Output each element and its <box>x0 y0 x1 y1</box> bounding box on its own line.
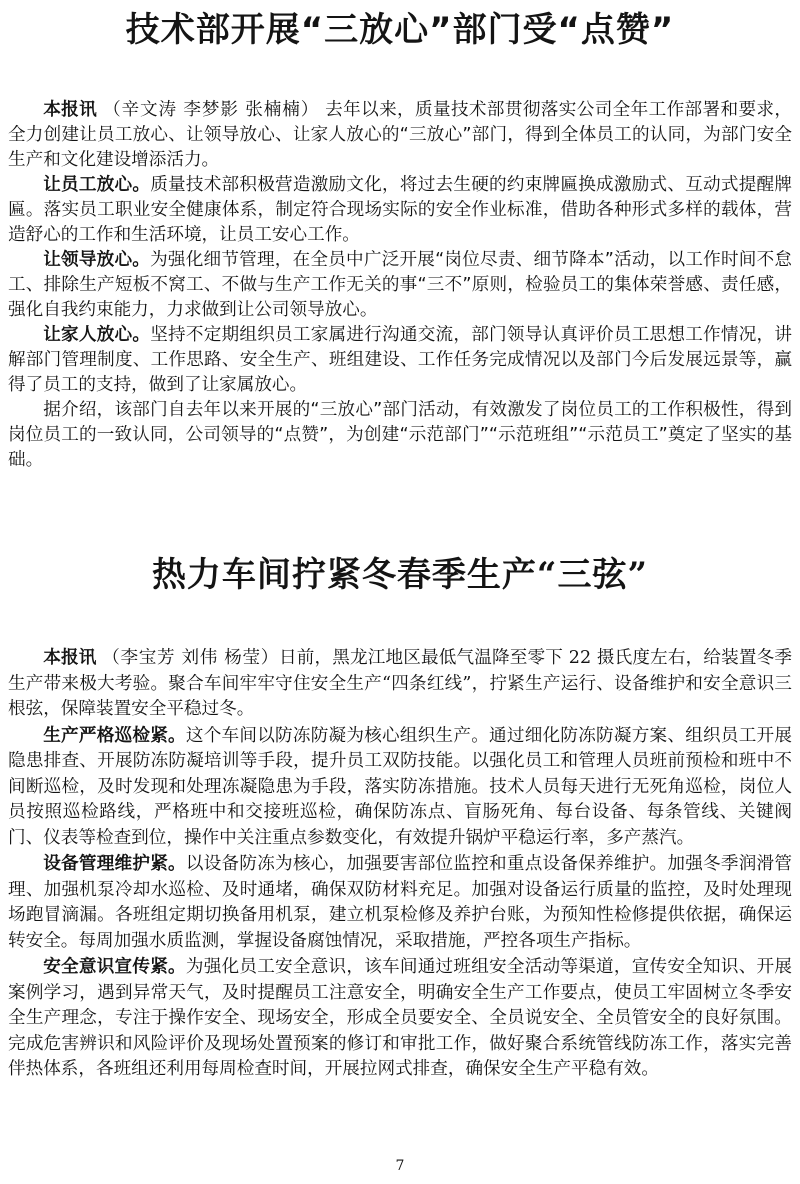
section-lead: 让家人放心。 <box>43 325 151 345</box>
author-names: （李宝芳 刘伟 杨莹） <box>102 648 279 668</box>
article-body <box>8 98 792 473</box>
section-paragraph <box>8 173 792 248</box>
section-paragraph <box>8 851 792 954</box>
article-body <box>8 645 792 1083</box>
article-title: 热力车间拧紧冬春季生产“三弦” <box>151 555 649 595</box>
section-text: 为强化细节管理，在全员中广泛开展“岗位尽责、细节降本”活动，以工作时间不怠工、排除生产短板不窝工、不做与生产工作无关的事“三不”原则，检验员工的集体荣誉感、责任感，强化自我约束能力，力求做到让公司领导放心。 <box>8 250 792 320</box>
page-number: 7 <box>395 1158 405 1174</box>
closing-paragraph: 据介绍，该部门自去年以来开展的“三放心”部门活动，有效激发了岗位员工的工作积极性，得到岗位员工的一致认同，公司领导的“点赞”，为创建“示范部门”“示范班组”“示范员工”奠定了坚实的基础。 <box>8 400 792 470</box>
section-text: 坚持不定期组织员工家属进行沟通交流，部门领导认真评价员工思想工作情况，讲解部门管理制度、工作思路、安全生产、班组建设、工作任务完成情况以及部门今后发展远景等，赢得了员工的支持，做到了让家属放心。 <box>8 325 792 395</box>
section-text: 质量技术部积极营造激励文化，将过去生硬的约束牌匾换成激励式、互动式提醒牌匾。落实员工职业安全健康体系，制定符合现场实际的安全作业标准，借助各种形式多样的载体，营造舒心的工作和生活环境，让员工安心工作。 <box>8 175 792 245</box>
section-paragraph <box>8 323 792 398</box>
intro-paragraph <box>8 645 792 723</box>
section-paragraph <box>8 723 792 852</box>
section-paragraph <box>8 954 792 1083</box>
author-names: （辛文涛 李梦影 张楠楠） <box>103 100 320 120</box>
section-lead: 让员工放心。 <box>43 175 151 195</box>
section-text: 这个车间以防冻防凝为核心组织生产。通过细化防冻防凝方案、组织员工开展隐患排查、开展防冻防凝培训等手段，提升员工双防技能。以强化员工和管理人员班前预检和班中不间断巡检，及时发现和处理冻凝隐患为手段，落实防冻措施。技术人员每天进行无死角巡检，岗位人员按照巡检路线，严格班中和交接班巡检，确保防冻点、盲肠死角、每台设备、每条管线、关键阀门、仪表等检查到位，操作中关注重点参数变化，有效提升锅炉平稳运行率，多产蒸汽。 <box>8 725 792 848</box>
section-paragraph <box>8 248 792 323</box>
section-text: 以设备防冻为核心，加强要害部位监控和重点设备保养维护。加强冬季润滑管理、加强机泵冷却水巡检、及时通堵，确保双防材料充足。加强对设备运行质量的监控，及时处理现场跑冒滴漏。各班组定期切换备用机泵，建立机泵检修及养护台账，为预知性检修提供依据，确保运转安全。每周加强水质监测，掌握设备腐蚀情况，采取措施，严控各项生产指标。 <box>8 854 792 951</box>
article-title: 技术部开展“三放心”部门受“点赞” <box>125 10 675 50</box>
section-text: 为强化员工安全意识，该车间通过班组安全活动等渠道，宣传安全知识、开展案例学习，遇到异常天气，及时提醒员工注意安全，明确安全生产工作要点，使员工牢固树立冬季安全生产理念，专注于操作安全、现场安全，形成全员要安全、全员说安全、全员管安全的良好氛围。完成危害辨识和风险评价及现场处置预案的修订和审批工作，做好聚合系统管线防冻工作，落实完善伴热体系，各班组还利用每周检查时间，开展拉网式排查，确保安全生产平稳有效。 <box>8 957 792 1079</box>
section-lead: 安全意识宣传紧。 <box>43 956 186 977</box>
intro-text: 去年以来，质量技术部贯彻落实公司全年工作部署和要求，全力创建让员工放心、让领导放心、让家人放心的“三放心”部门，得到全体员工的认同，为部门安全生产和文化建设增添活力。 <box>8 100 792 170</box>
section-lead: 生产严格巡检紧。 <box>43 724 186 746</box>
section-lead: 设备管理维护紧。 <box>43 853 186 874</box>
intro-paragraph <box>8 98 792 173</box>
section-lead: 让领导放心。 <box>43 250 151 270</box>
dateline-label: 本报讯 <box>43 100 98 120</box>
intro-text: 日前，黑龙江地区最低气温降至零下 22 摄氏度左右，给装置冬季生产带来极大考验。聚合车间牢牢守住安全生产“四条红线”，拧紧生产运行、设备维护和安全意识三根弦，保障装置安全平稳过冬。 <box>8 648 793 719</box>
dateline-label: 本报讯 <box>43 647 97 668</box>
